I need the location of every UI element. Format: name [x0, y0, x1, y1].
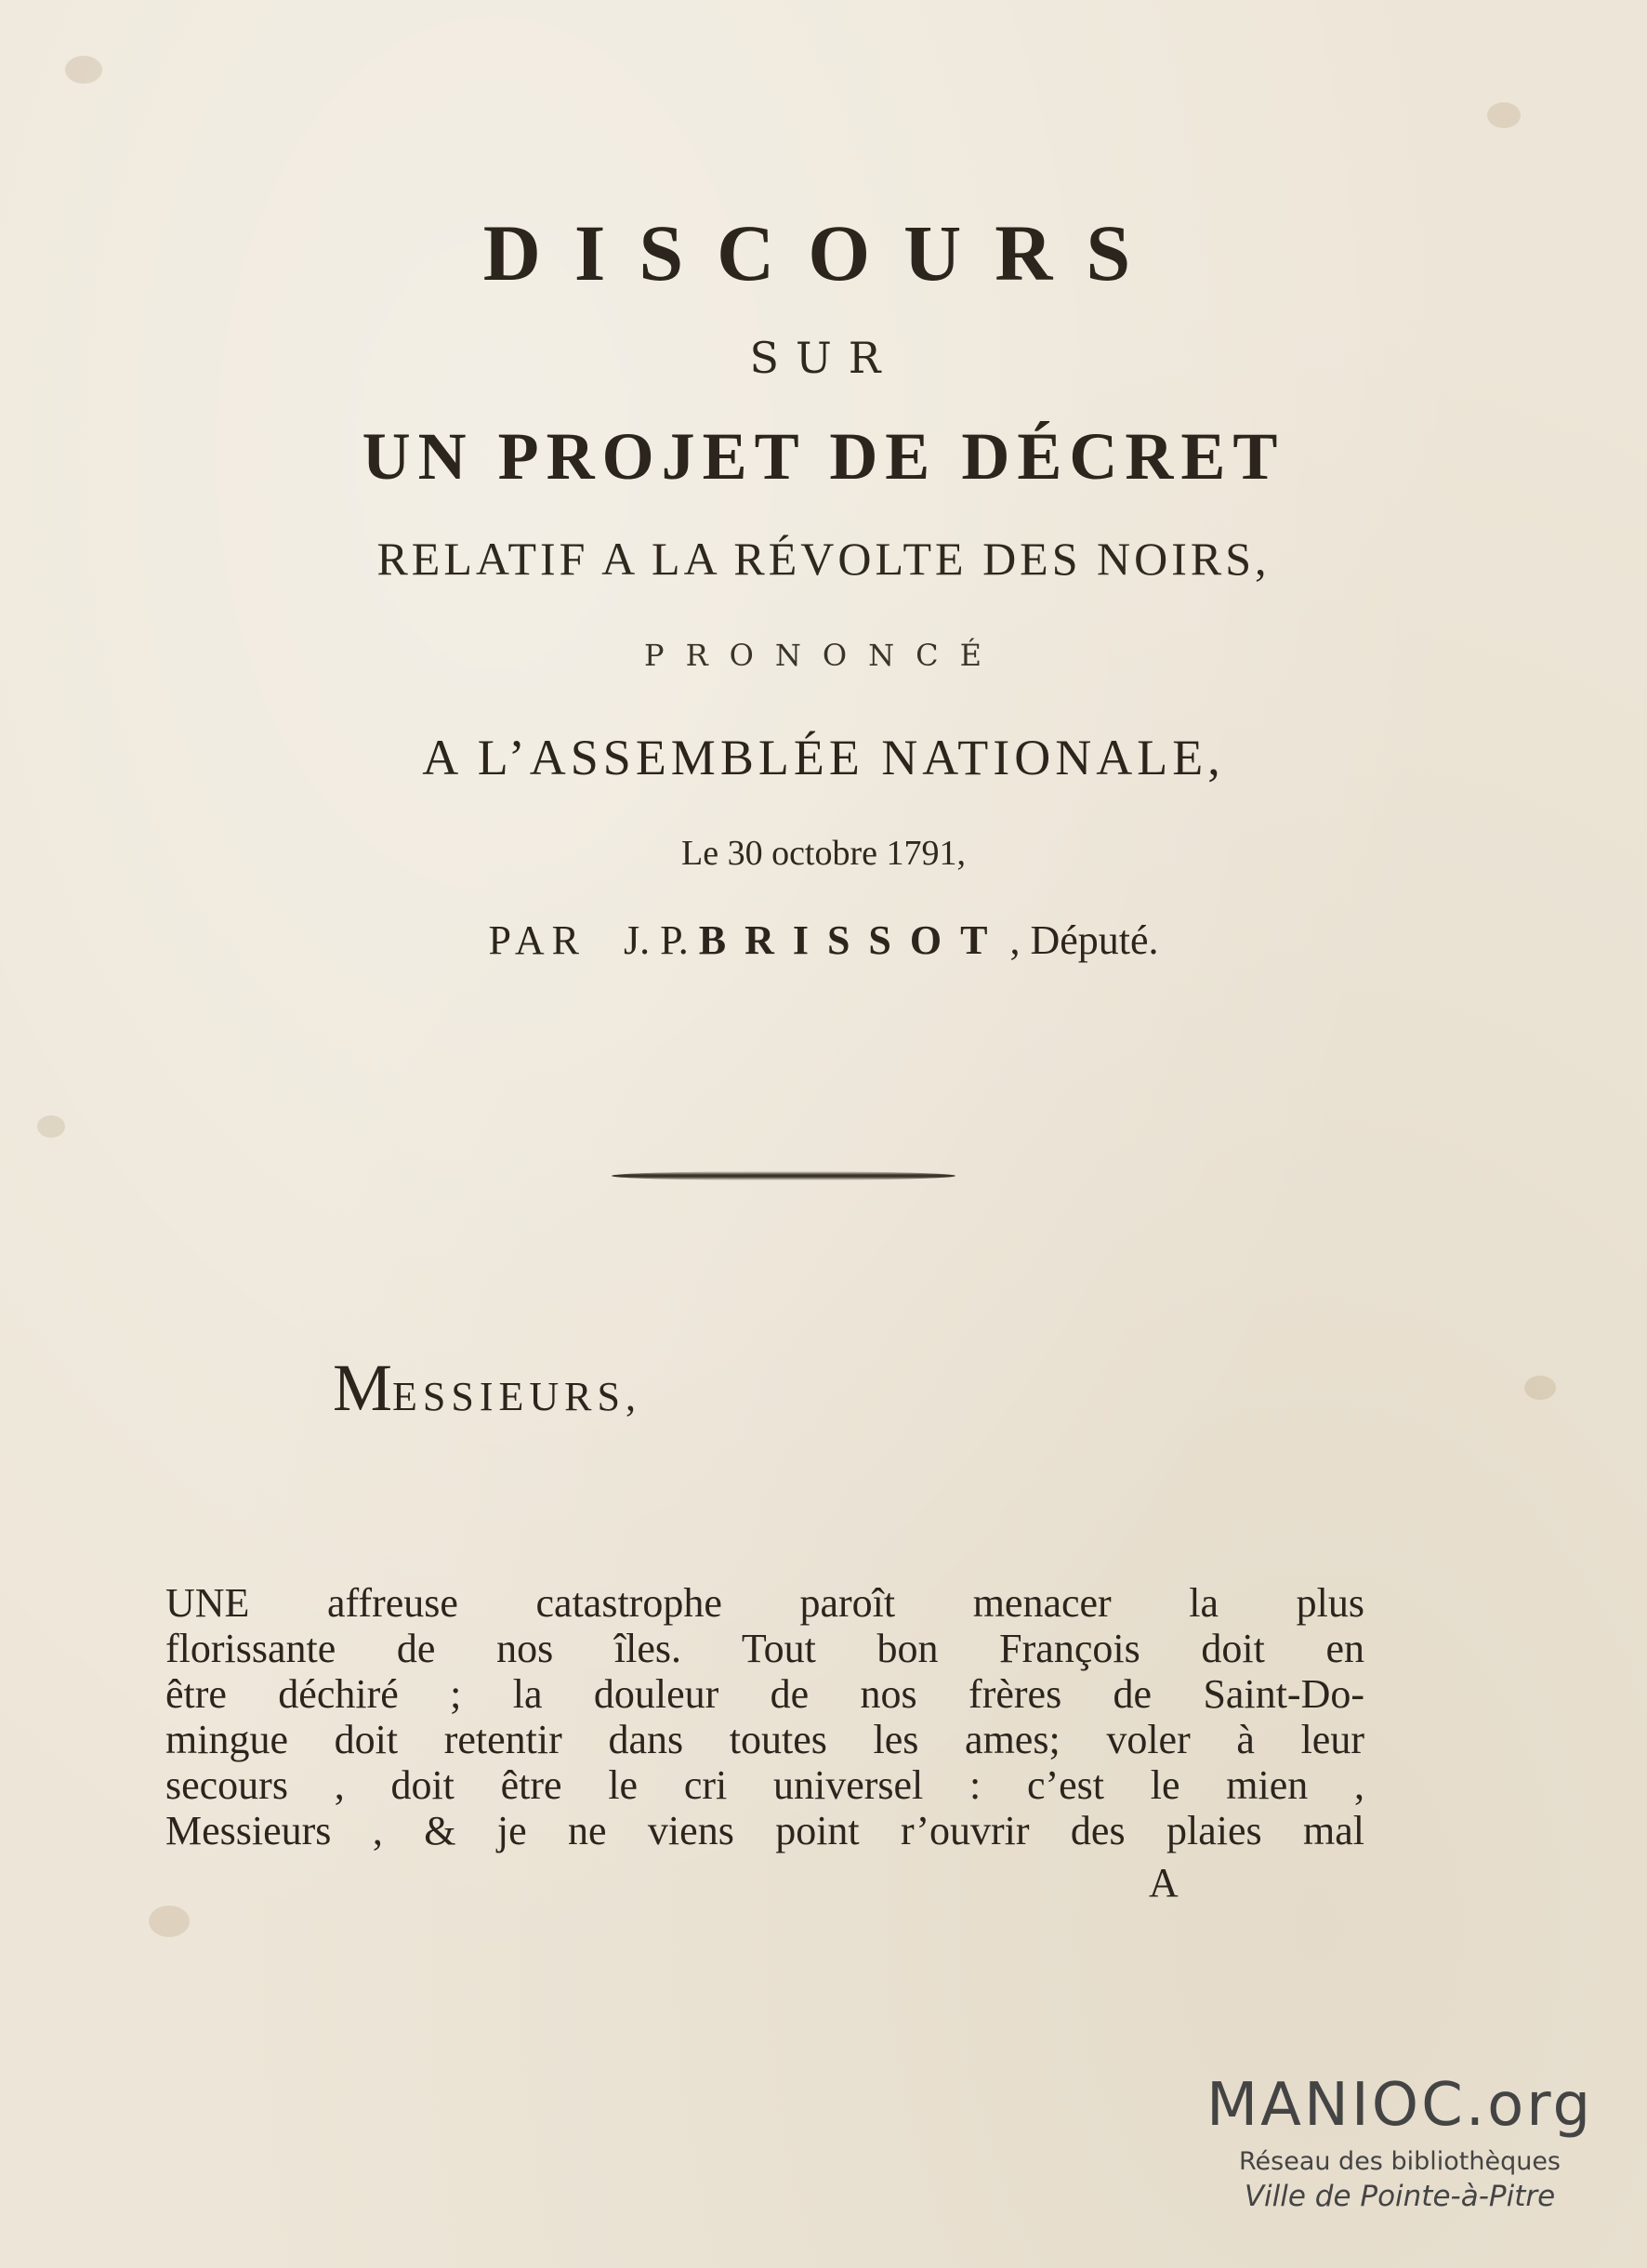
author-role: , Député.	[1009, 917, 1159, 963]
body-line: florissante de nos îles. Tout bon François doit en	[165, 1626, 1364, 1671]
document-title: DISCOURS	[482, 208, 1165, 297]
title-sur: SUR	[749, 333, 898, 383]
body-line: être déchiré ; la douleur de nos frères de Saint-Do-	[165, 1671, 1364, 1717]
author-name: BRISSOT	[698, 917, 1007, 963]
prononce-line: PRONONCÉ	[644, 638, 1003, 673]
logo-network: Réseau des bibliothèques	[1238, 2147, 1561, 2176]
logo-brand: MANIOC.org	[1206, 2071, 1594, 2140]
body-line: UNE affreuse catastrophe paroît menacer la plus	[165, 1580, 1364, 1626]
logo-city: Ville de Pointe-à-Pitre	[1244, 2180, 1556, 2213]
salutation	[333, 1350, 641, 1427]
author-line	[0, 916, 1647, 964]
section-divider	[612, 1171, 955, 1180]
signature-mark: A	[1149, 1860, 1179, 1905]
author-initials: J. P.	[624, 917, 689, 963]
body-line: Messieurs , & je ne viens point r’ouvrir des plaies mal	[165, 1808, 1364, 1853]
paper-stain	[1487, 102, 1521, 128]
paper-stain	[65, 56, 102, 84]
manioc-logo	[1195, 2071, 1604, 2213]
assemblee-line: A L’ASSEMBLÉE NATIONALE,	[422, 730, 1225, 785]
document-subject: UN PROJET DE DÉCRET	[362, 419, 1285, 494]
body-line: secours , doit être le cri universel : c’est le mien ,	[165, 1762, 1364, 1808]
date-line: Le 30 octobre 1791,	[680, 834, 967, 873]
paper-stain	[1524, 1376, 1556, 1400]
salutation-rest: ESSIEURS,	[392, 1374, 641, 1419]
paper-stain	[37, 1115, 65, 1138]
salutation-initial: M	[333, 1351, 393, 1425]
body-line: mingue doit retentir dans toutes les ames; voler à leur	[165, 1717, 1364, 1762]
body-paragraph	[165, 1580, 1364, 1853]
subject-relatif: RELATIF A LA RÉVOLTE DES NOIRS,	[376, 533, 1271, 585]
author-par: PAR	[488, 917, 586, 963]
paper-stain	[149, 1905, 190, 1937]
